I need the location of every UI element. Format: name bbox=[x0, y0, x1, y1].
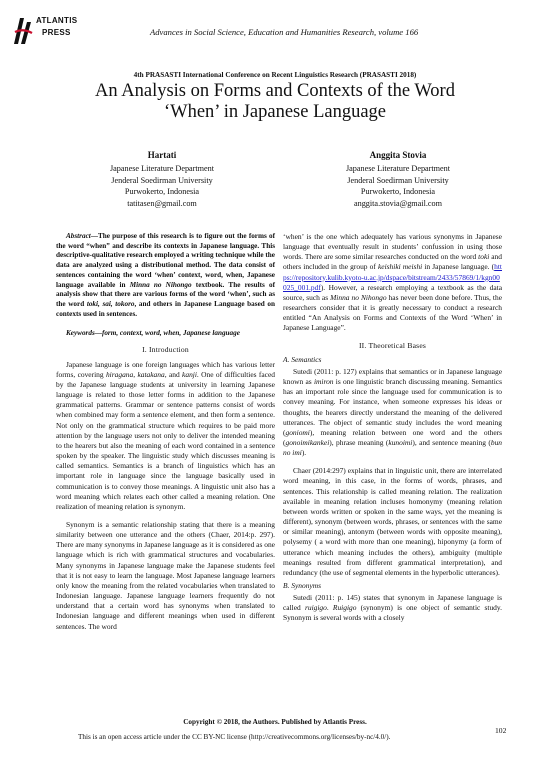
author-university: Jenderal Soedirman University bbox=[347, 175, 449, 185]
license-notice: This is an open access article under the CC BY-NC license (http://creativecommons.org/licenses/by-nc/4.0/). bbox=[78, 733, 391, 741]
paper-title bbox=[0, 81, 550, 123]
repository-link[interactable]: https://repository.kulib.kyoto-u.ac.jp/dspace/bitstream/2433/57869/1/kgn00025_001.pdf bbox=[283, 262, 502, 292]
logo-text-atlantis: ATLANTIS bbox=[36, 16, 78, 25]
author-city: Purwokerto, Indonesia bbox=[124, 187, 200, 197]
atlantis-press-logo-icon bbox=[12, 14, 34, 48]
body-paragraph: ‘when’ is the one which adequately has various synonyms in Japanese language that eventually result in students’ confussion in using those words. There are some similar researches conducted on the word toki and others included in the group of keishiki meishi in Japanese language. (https://repository.kulib.kyoto-u.ac.jp/dspace/bitstream/2433/57869/1/kgn00025_001.pdf). However, a research employing a textbook as the data source, such as Minna no Nihongo has never been done before. Thus, the researchers consider that it is greatly necessary to conduct a research entitled “An Analysis on Forms and Contexts of the Word ‘When’ in Japanese Language”. bbox=[283, 232, 502, 333]
author-department: Japanese Literature Department bbox=[345, 164, 451, 174]
author-name: Hartati bbox=[147, 150, 177, 160]
section-heading-introduction: I. Introduction bbox=[142, 345, 189, 355]
journal-header: Advances in Social Science, Education and Humanities Research, volume 166 bbox=[150, 27, 419, 37]
subsection-heading-synonyms: B. Synonyms bbox=[283, 581, 322, 590]
abstract-label: Abstract bbox=[66, 232, 91, 240]
author-email: anggita.stovia@gmail.com bbox=[353, 198, 443, 208]
body-paragraph: Sutedi (2011: p. 145) states that synonym in Japanese language is called ruigigo. Ruigigo (synonym) is one object of semantic study. Synonym is several words with a closely bbox=[283, 593, 502, 623]
left-column bbox=[56, 232, 275, 632]
author-block-1 bbox=[72, 150, 252, 209]
keywords: Keywords—form, context, word, when, Japanese language bbox=[66, 329, 240, 338]
logo-text-press: PRESS bbox=[42, 28, 71, 37]
author-name: Anggita Stovia bbox=[369, 150, 427, 160]
body-paragraph: Sutedi (2011: p. 127) explains that semantics or in Japanese language known as imiron is one linguistic branch discussing meaning. Semantics has an important role since the language used for communication is to convey meaning. For instance, when someone expresses his ideas or thoughts, the hearers directly understand the meaning of the delivered utterances. The object of semantic study includes the word meaning (goniomi), meaning relation between one word and the others (gonoimikankei), phrase meaning (kunoimi), and sentence meaning (bun no imi). bbox=[283, 366, 503, 458]
copyright-notice: Copyright © 2018, the Authors. Published by Atlantis Press. bbox=[183, 718, 367, 726]
conference-header: 4th PRASASTI International Conference on Recent Linguistics Research (PRASASTI 2018) bbox=[133, 71, 417, 79]
title-line-2: ‘When’ in Japanese Language bbox=[163, 102, 387, 122]
author-block-2 bbox=[308, 150, 488, 209]
section-heading-theoretical-bases: II. Theoretical Bases bbox=[358, 340, 427, 350]
body-paragraph: Japanese language is one foreign languages which has various letter forms, covering hiragana, katakana, and kanji. One of difficulties faced by the Japanese language students at university in learning Japanese language is related to those letter forms in addition to the Japanese grammatical patterns. Grammar or sentence patterns consist of words when combined may form a sentence element, and then form a sentence. Not only on the grammatical structure which requires to be paid more attention by the language users not only to deliver the intended meaning to the hearers but also the meaning of each word contained in a sentence spoken by the speaker. The linguistic study which discusses meaning is called semantics. Semantics is a branch of linguistics which has an important role in language since the language basically used in communication is to convey those meanings. A linguistic unit also has a word meaning which relates each other called a meaning relation. One realization of meaning relation is synonym. bbox=[56, 359, 275, 511]
body-paragraph: Chaer (2014:297) explains that in linguistic unit, there are interrelated word meaning, in this case, in the forms of words, phrases, and sentences. This relationship is called meaning relation. The realization available in meaning relation incluses homonymy (meaning relation between words written or spoken in the same ways, yet the meaning is different), synonym (between words, phrases, or sentences with the same or similar meaning), antonym (between words with opposite meaning), polysemy ( a word with more than one meaning), hiponymy (a form of utterance which meaning includes the others), ambiguity (multiple meanings resulted from different grammatical interpretation), and redundancy (the use of segmental elements in the hyperbolic utterances). bbox=[283, 466, 502, 577]
author-email: tatitasen@gmail.com bbox=[127, 198, 197, 208]
abstract: Abstract—The purpose of this research is to figure out the forms of the word “when” and describe its contexts in Japanese language. This descriptive-qualitative research employed a writing technique while the data are analyzed using a distributional method. The data consist of sentences containing the word ‘when’ context, word, when, Japanese language available in Minna no Nihongo textbook. The results of analysis show that there are various forms of the word ‘when’, such as the word toki, sai, tokoro, and others in Japanese Language based on contexts used in sentences. bbox=[56, 232, 276, 318]
author-university: Jenderal Soedirman University bbox=[111, 175, 213, 185]
keywords-label: Keywords bbox=[66, 329, 95, 338]
author-city: Purwokerto, Indonesia bbox=[360, 187, 436, 197]
author-department: Japanese Literature Department bbox=[109, 164, 215, 174]
title-line-1: An Analysis on Forms and Contexts of the Word bbox=[95, 81, 455, 101]
right-column bbox=[283, 232, 502, 624]
publisher-logo bbox=[12, 12, 82, 52]
page-number: 102 bbox=[495, 726, 507, 735]
body-paragraph: Synonym is a semantic relationship stating that there is a meaning similarity between one utterance and the others (Chaer, 2014:p. 297). There are many synonyms in Japanese language as it is considered as one language which is rich with grammatical structures and vocabularies. Many synonyms in Japanese language make the Japanese students feel that it is not easy to learn the language. Most Japanese language learners only know the meaning from the related vocabularies when translated to Indonesian language. Japanese language learners frequently do not understand that a certain word has synonyms when translated to Indonesian language and different meanings when used in different sentences. The word bbox=[56, 519, 275, 631]
subsection-heading-semantics: A. Semantics bbox=[283, 354, 322, 364]
